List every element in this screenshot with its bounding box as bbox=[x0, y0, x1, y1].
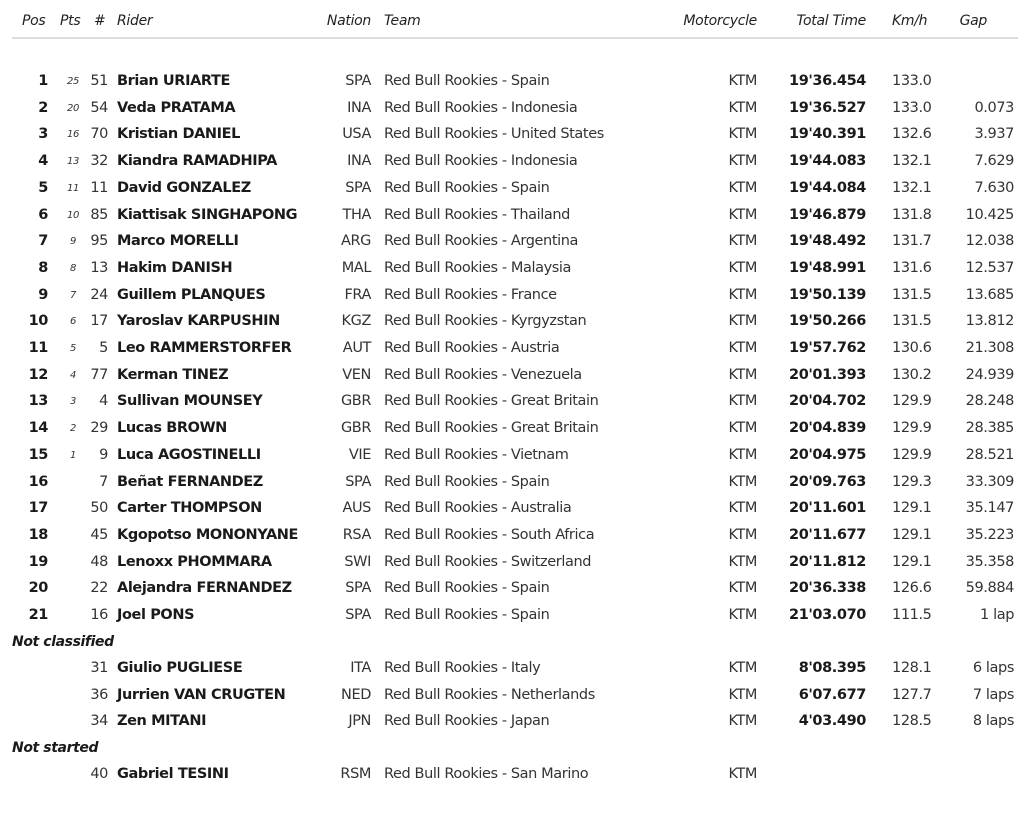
cell-motorcycle: KTM bbox=[728, 607, 757, 623]
table-row bbox=[0, 420, 1024, 442]
cell-team: Red Bull Rookies - Australia bbox=[384, 500, 572, 516]
table-row bbox=[0, 660, 1024, 682]
cell-pos: 9 bbox=[38, 287, 48, 303]
cell-time: 20'11.677 bbox=[789, 527, 866, 543]
cell-time: 19'50.139 bbox=[789, 287, 866, 303]
cell-pts: 1 bbox=[70, 450, 76, 461]
cell-motorcycle: KTM bbox=[728, 100, 757, 116]
cell-rider: Luca AGOSTINELLI bbox=[117, 447, 261, 463]
table-row bbox=[0, 580, 1024, 602]
cell-rider: Veda PRATAMA bbox=[117, 100, 236, 116]
cell-time: 20'09.763 bbox=[789, 474, 866, 490]
cell-pts: 13 bbox=[67, 156, 79, 167]
cell-team: Red Bull Rookies - United States bbox=[384, 126, 604, 142]
cell-team: Red Bull Rookies - Great Britain bbox=[384, 393, 599, 409]
cell-nation: VIE bbox=[348, 447, 371, 463]
cell-kmh: 129.9 bbox=[892, 447, 932, 463]
cell-pos: 19 bbox=[28, 554, 48, 570]
cell-nation: SPA bbox=[345, 474, 371, 490]
cell-motorcycle: KTM bbox=[728, 474, 757, 490]
cell-num: 4 bbox=[99, 393, 108, 409]
cell-kmh: 131.5 bbox=[892, 287, 932, 303]
table-row bbox=[0, 474, 1024, 496]
cell-kmh: 111.5 bbox=[892, 607, 932, 623]
cell-nation: ARG bbox=[340, 233, 371, 249]
cell-pos: 12 bbox=[28, 367, 48, 383]
cell-motorcycle: KTM bbox=[728, 393, 757, 409]
cell-rider: Kerman TINEZ bbox=[117, 367, 229, 383]
cell-motorcycle: KTM bbox=[728, 766, 757, 782]
cell-motorcycle: KTM bbox=[728, 73, 757, 89]
cell-time: 20'04.975 bbox=[789, 447, 866, 463]
cell-kmh: 129.1 bbox=[892, 500, 932, 516]
cell-team: Red Bull Rookies - Spain bbox=[384, 607, 550, 623]
cell-num: 7 bbox=[99, 474, 108, 490]
cell-kmh: 131.8 bbox=[892, 207, 932, 223]
cell-nation: USA bbox=[342, 126, 371, 142]
cell-team: Red Bull Rookies - Argentina bbox=[384, 233, 579, 249]
cell-num: 31 bbox=[90, 660, 108, 676]
cell-rider: Hakim DANISH bbox=[117, 260, 233, 276]
cell-time: 19'36.454 bbox=[789, 73, 866, 89]
table-header bbox=[0, 13, 1024, 33]
cell-nation: MAL bbox=[341, 260, 371, 276]
cell-pos: 2 bbox=[38, 100, 48, 116]
cell-motorcycle: KTM bbox=[728, 660, 757, 676]
cell-team: Red Bull Rookies - Spain bbox=[384, 73, 550, 89]
cell-gap: 35.358 bbox=[965, 554, 1014, 570]
cell-nation: ITA bbox=[350, 660, 371, 676]
cell-gap: 59.884 bbox=[965, 580, 1014, 596]
cell-pos: 13 bbox=[28, 393, 48, 409]
table-row bbox=[0, 287, 1024, 309]
cell-pts: 7 bbox=[70, 290, 76, 301]
cell-pos: 10 bbox=[28, 313, 48, 329]
cell-kmh: 129.1 bbox=[892, 527, 932, 543]
table-row bbox=[0, 260, 1024, 282]
cell-time: 21'03.070 bbox=[789, 607, 866, 623]
cell-num: 9 bbox=[99, 447, 108, 463]
table-row bbox=[0, 180, 1024, 202]
cell-nation: SWI bbox=[344, 554, 371, 570]
cell-nation: GBR bbox=[340, 420, 371, 436]
cell-kmh: 129.1 bbox=[892, 554, 932, 570]
table-row bbox=[0, 687, 1024, 709]
table-row bbox=[0, 73, 1024, 95]
cell-team: Red Bull Rookies - Kyrgyzstan bbox=[384, 313, 587, 329]
cell-kmh: 130.2 bbox=[892, 367, 932, 383]
cell-gap: 8 laps bbox=[972, 713, 1014, 729]
header-num: # bbox=[94, 13, 106, 29]
cell-nation: SPA bbox=[345, 580, 371, 596]
table-row bbox=[0, 554, 1024, 576]
table-row bbox=[0, 100, 1024, 122]
cell-pos: 1 bbox=[38, 73, 48, 89]
cell-rider: Joel PONS bbox=[117, 607, 195, 623]
cell-motorcycle: KTM bbox=[728, 580, 757, 596]
cell-num: 22 bbox=[90, 580, 108, 596]
cell-time: 19'36.527 bbox=[789, 100, 866, 116]
cell-rider: David GONZALEZ bbox=[117, 180, 251, 196]
cell-pos: 3 bbox=[38, 126, 48, 142]
table-row bbox=[0, 153, 1024, 175]
cell-motorcycle: KTM bbox=[728, 180, 757, 196]
cell-time: 8'08.395 bbox=[798, 660, 866, 676]
cell-rider: Marco MORELLI bbox=[117, 233, 239, 249]
cell-motorcycle: KTM bbox=[728, 260, 757, 276]
header-total-time: Total Time bbox=[796, 13, 866, 29]
cell-gap: 7.630 bbox=[974, 180, 1014, 196]
cell-rider: Kgopotso MONONYANE bbox=[117, 527, 299, 543]
cell-pos: 15 bbox=[28, 447, 48, 463]
cell-num: 54 bbox=[90, 100, 108, 116]
cell-motorcycle: KTM bbox=[728, 447, 757, 463]
cell-gap: 28.248 bbox=[965, 393, 1014, 409]
header-kmh: Km/h bbox=[892, 13, 928, 29]
cell-nation: AUT bbox=[342, 340, 371, 356]
cell-team: Red Bull Rookies - Japan bbox=[384, 713, 550, 729]
cell-pts: 2 bbox=[70, 423, 76, 434]
cell-kmh: 128.5 bbox=[892, 713, 932, 729]
cell-pos: 11 bbox=[28, 340, 48, 356]
cell-nation: INA bbox=[347, 153, 371, 169]
cell-gap: 28.385 bbox=[965, 420, 1014, 436]
cell-rider: Zen MITANI bbox=[117, 713, 207, 729]
cell-pts: 5 bbox=[70, 343, 76, 354]
cell-rider: Giulio PUGLIESE bbox=[117, 660, 243, 676]
table-row bbox=[0, 607, 1024, 629]
header-pos: Pos bbox=[22, 13, 46, 29]
cell-time: 19'40.391 bbox=[789, 126, 866, 142]
header-pts: Pts bbox=[60, 13, 81, 29]
cell-pos: 8 bbox=[38, 260, 48, 276]
cell-time: 19'48.492 bbox=[789, 233, 866, 249]
cell-gap: 6 laps bbox=[972, 660, 1014, 676]
cell-rider: Lucas BROWN bbox=[117, 420, 227, 436]
table-row bbox=[0, 126, 1024, 148]
cell-gap: 24.939 bbox=[965, 367, 1014, 383]
cell-gap: 35.147 bbox=[965, 500, 1014, 516]
cell-pos: 16 bbox=[28, 474, 48, 490]
cell-num: 95 bbox=[90, 233, 108, 249]
cell-pos: 4 bbox=[38, 153, 48, 169]
cell-team: Red Bull Rookies - South Africa bbox=[384, 527, 595, 543]
cell-motorcycle: KTM bbox=[728, 713, 757, 729]
cell-pos: 18 bbox=[28, 527, 48, 543]
cell-kmh: 130.6 bbox=[892, 340, 932, 356]
cell-pts: 16 bbox=[67, 129, 79, 140]
table-row bbox=[0, 367, 1024, 389]
cell-nation: JPN bbox=[348, 713, 371, 729]
cell-time: 6'07.677 bbox=[798, 687, 866, 703]
section-not-started: Not started bbox=[12, 740, 99, 756]
cell-time: 20'36.338 bbox=[789, 580, 866, 596]
cell-rider: Leo RAMMERSTORFER bbox=[117, 340, 292, 356]
cell-kmh: 133.0 bbox=[892, 100, 932, 116]
cell-pos: 17 bbox=[28, 500, 48, 516]
cell-num: 77 bbox=[90, 367, 108, 383]
cell-time: 19'50.266 bbox=[789, 313, 866, 329]
cell-kmh: 129.9 bbox=[892, 420, 932, 436]
table-row bbox=[0, 207, 1024, 229]
cell-team: Red Bull Rookies - San Marino bbox=[384, 766, 589, 782]
header-gap: Gap bbox=[959, 13, 987, 29]
cell-kmh: 132.1 bbox=[892, 180, 932, 196]
cell-motorcycle: KTM bbox=[728, 500, 757, 516]
cell-gap: 13.685 bbox=[965, 287, 1014, 303]
cell-gap: 35.223 bbox=[965, 527, 1014, 543]
cell-rider: Kristian DANIEL bbox=[117, 126, 240, 142]
cell-nation: THA bbox=[342, 207, 371, 223]
cell-kmh: 131.5 bbox=[892, 313, 932, 329]
cell-team: Red Bull Rookies - Venezuela bbox=[384, 367, 582, 383]
cell-num: 51 bbox=[90, 73, 108, 89]
cell-time: 4'03.490 bbox=[798, 713, 866, 729]
cell-rider: Yaroslav KARPUSHIN bbox=[117, 313, 280, 329]
cell-team: Red Bull Rookies - France bbox=[384, 287, 557, 303]
cell-rider: Sullivan MOUNSEY bbox=[117, 393, 263, 409]
cell-motorcycle: KTM bbox=[728, 527, 757, 543]
cell-nation: KGZ bbox=[341, 313, 371, 329]
cell-num: 85 bbox=[90, 207, 108, 223]
cell-team: Red Bull Rookies - Italy bbox=[384, 660, 541, 676]
cell-nation: AUS bbox=[342, 500, 371, 516]
cell-team: Red Bull Rookies - Indonesia bbox=[384, 100, 578, 116]
cell-pts: 4 bbox=[70, 370, 76, 381]
cell-pos: 14 bbox=[28, 420, 48, 436]
cell-team: Red Bull Rookies - Spain bbox=[384, 580, 550, 596]
cell-motorcycle: KTM bbox=[728, 313, 757, 329]
cell-pos: 6 bbox=[38, 207, 48, 223]
cell-motorcycle: KTM bbox=[728, 340, 757, 356]
cell-gap: 10.425 bbox=[965, 207, 1014, 223]
cell-team: Red Bull Rookies - Vietnam bbox=[384, 447, 569, 463]
cell-time: 19'44.083 bbox=[789, 153, 866, 169]
header-rider: Rider bbox=[117, 13, 153, 29]
cell-rider: Lenoxx PHOMMARA bbox=[117, 554, 272, 570]
cell-motorcycle: KTM bbox=[728, 153, 757, 169]
cell-time: 20'04.839 bbox=[789, 420, 866, 436]
cell-kmh: 129.9 bbox=[892, 393, 932, 409]
cell-time: 20'01.393 bbox=[789, 367, 866, 383]
cell-time: 20'11.601 bbox=[789, 500, 866, 516]
cell-kmh: 128.1 bbox=[892, 660, 932, 676]
cell-rider: Kiattisak SINGHAPONG bbox=[117, 207, 298, 223]
cell-time: 19'48.991 bbox=[789, 260, 866, 276]
cell-rider: Brian URIARTE bbox=[117, 73, 230, 89]
cell-motorcycle: KTM bbox=[728, 367, 757, 383]
cell-pts: 3 bbox=[70, 396, 76, 407]
section-not-classified: Not classified bbox=[12, 634, 114, 650]
cell-nation: RSA bbox=[342, 527, 371, 543]
cell-team: Red Bull Rookies - Thailand bbox=[384, 207, 570, 223]
cell-pts: 25 bbox=[67, 76, 79, 87]
cell-motorcycle: KTM bbox=[728, 207, 757, 223]
cell-gap: 7.629 bbox=[974, 153, 1014, 169]
table-row bbox=[0, 313, 1024, 335]
cell-team: Red Bull Rookies - Austria bbox=[384, 340, 560, 356]
cell-time: 19'44.084 bbox=[789, 180, 866, 196]
table-row bbox=[0, 500, 1024, 522]
cell-rider: Carter THOMPSON bbox=[117, 500, 262, 516]
cell-gap: 3.937 bbox=[974, 126, 1014, 142]
cell-kmh: 131.7 bbox=[892, 233, 932, 249]
cell-time: 20'11.812 bbox=[789, 554, 866, 570]
cell-nation: RSM bbox=[340, 766, 371, 782]
cell-nation: SPA bbox=[345, 180, 371, 196]
cell-nation: NED bbox=[341, 687, 371, 703]
cell-pos: 5 bbox=[38, 180, 48, 196]
cell-pts: 11 bbox=[67, 183, 79, 194]
cell-rider: Gabriel TESINI bbox=[117, 766, 229, 782]
cell-num: 45 bbox=[90, 527, 108, 543]
cell-rider: Kiandra RAMADHIPA bbox=[117, 153, 277, 169]
cell-pts: 10 bbox=[67, 210, 79, 221]
table-row bbox=[0, 340, 1024, 362]
table-row bbox=[0, 233, 1024, 255]
cell-time: 19'46.879 bbox=[789, 207, 866, 223]
cell-team: Red Bull Rookies - Great Britain bbox=[384, 420, 599, 436]
cell-pts: 6 bbox=[70, 316, 76, 327]
cell-team: Red Bull Rookies - Malaysia bbox=[384, 260, 572, 276]
cell-num: 48 bbox=[90, 554, 108, 570]
cell-kmh: 127.7 bbox=[892, 687, 932, 703]
cell-num: 11 bbox=[90, 180, 108, 196]
cell-num: 36 bbox=[90, 687, 108, 703]
cell-gap: 12.038 bbox=[965, 233, 1014, 249]
cell-num: 50 bbox=[90, 500, 108, 516]
cell-kmh: 129.3 bbox=[892, 474, 932, 490]
header-motorcycle: Motorcycle bbox=[683, 13, 757, 29]
cell-gap: 13.812 bbox=[965, 313, 1014, 329]
table-row bbox=[0, 713, 1024, 735]
cell-num: 70 bbox=[90, 126, 108, 142]
cell-kmh: 132.1 bbox=[892, 153, 932, 169]
cell-rider: Jurrien VAN CRUGTEN bbox=[117, 687, 286, 703]
cell-motorcycle: KTM bbox=[728, 420, 757, 436]
cell-num: 16 bbox=[90, 607, 108, 623]
cell-motorcycle: KTM bbox=[728, 126, 757, 142]
table-row bbox=[0, 766, 1024, 788]
cell-nation: SPA bbox=[345, 73, 371, 89]
cell-gap: 28.521 bbox=[965, 447, 1014, 463]
cell-pos: 20 bbox=[28, 580, 48, 596]
cell-num: 13 bbox=[90, 260, 108, 276]
cell-pts: 20 bbox=[67, 103, 79, 114]
cell-gap: 1 lap bbox=[980, 607, 1014, 623]
cell-kmh: 133.0 bbox=[892, 73, 932, 89]
table-row bbox=[0, 393, 1024, 415]
cell-time: 19'57.762 bbox=[789, 340, 866, 356]
cell-pts: 9 bbox=[70, 236, 76, 247]
cell-gap: 33.309 bbox=[965, 474, 1014, 490]
cell-nation: INA bbox=[347, 100, 371, 116]
cell-team: Red Bull Rookies - Netherlands bbox=[384, 687, 595, 703]
cell-gap: 21.308 bbox=[965, 340, 1014, 356]
cell-num: 17 bbox=[90, 313, 108, 329]
cell-team: Red Bull Rookies - Switzerland bbox=[384, 554, 592, 570]
cell-kmh: 126.6 bbox=[892, 580, 932, 596]
table-row bbox=[0, 447, 1024, 469]
cell-num: 29 bbox=[90, 420, 108, 436]
cell-team: Red Bull Rookies - Spain bbox=[384, 180, 550, 196]
table-row bbox=[0, 527, 1024, 549]
header-team: Team bbox=[384, 13, 421, 29]
cell-num: 24 bbox=[90, 287, 108, 303]
cell-kmh: 131.6 bbox=[892, 260, 932, 276]
cell-gap: 12.537 bbox=[965, 260, 1014, 276]
cell-motorcycle: KTM bbox=[728, 287, 757, 303]
cell-nation: GBR bbox=[340, 393, 371, 409]
header-nation: Nation bbox=[326, 13, 371, 29]
cell-rider: Alejandra FERNANDEZ bbox=[117, 580, 292, 596]
cell-num: 34 bbox=[90, 713, 108, 729]
cell-gap: 0.073 bbox=[974, 100, 1014, 116]
cell-pos: 7 bbox=[38, 233, 48, 249]
cell-gap: 7 laps bbox=[972, 687, 1014, 703]
cell-pts: 8 bbox=[70, 263, 76, 274]
cell-pos: 21 bbox=[28, 607, 48, 623]
cell-nation: FRA bbox=[344, 287, 371, 303]
cell-rider: Guillem PLANQUES bbox=[117, 287, 266, 303]
cell-team: Red Bull Rookies - Spain bbox=[384, 474, 550, 490]
cell-team: Red Bull Rookies - Indonesia bbox=[384, 153, 578, 169]
cell-motorcycle: KTM bbox=[728, 233, 757, 249]
cell-motorcycle: KTM bbox=[728, 687, 757, 703]
cell-time: 20'04.702 bbox=[789, 393, 866, 409]
cell-num: 5 bbox=[99, 340, 108, 356]
cell-rider: Beñat FERNANDEZ bbox=[117, 474, 263, 490]
cell-nation: VEN bbox=[342, 367, 371, 383]
cell-num: 32 bbox=[90, 153, 108, 169]
cell-motorcycle: KTM bbox=[728, 554, 757, 570]
cell-nation: SPA bbox=[345, 607, 371, 623]
cell-kmh: 132.6 bbox=[892, 126, 932, 142]
header-divider bbox=[12, 37, 1018, 39]
cell-num: 40 bbox=[90, 766, 108, 782]
